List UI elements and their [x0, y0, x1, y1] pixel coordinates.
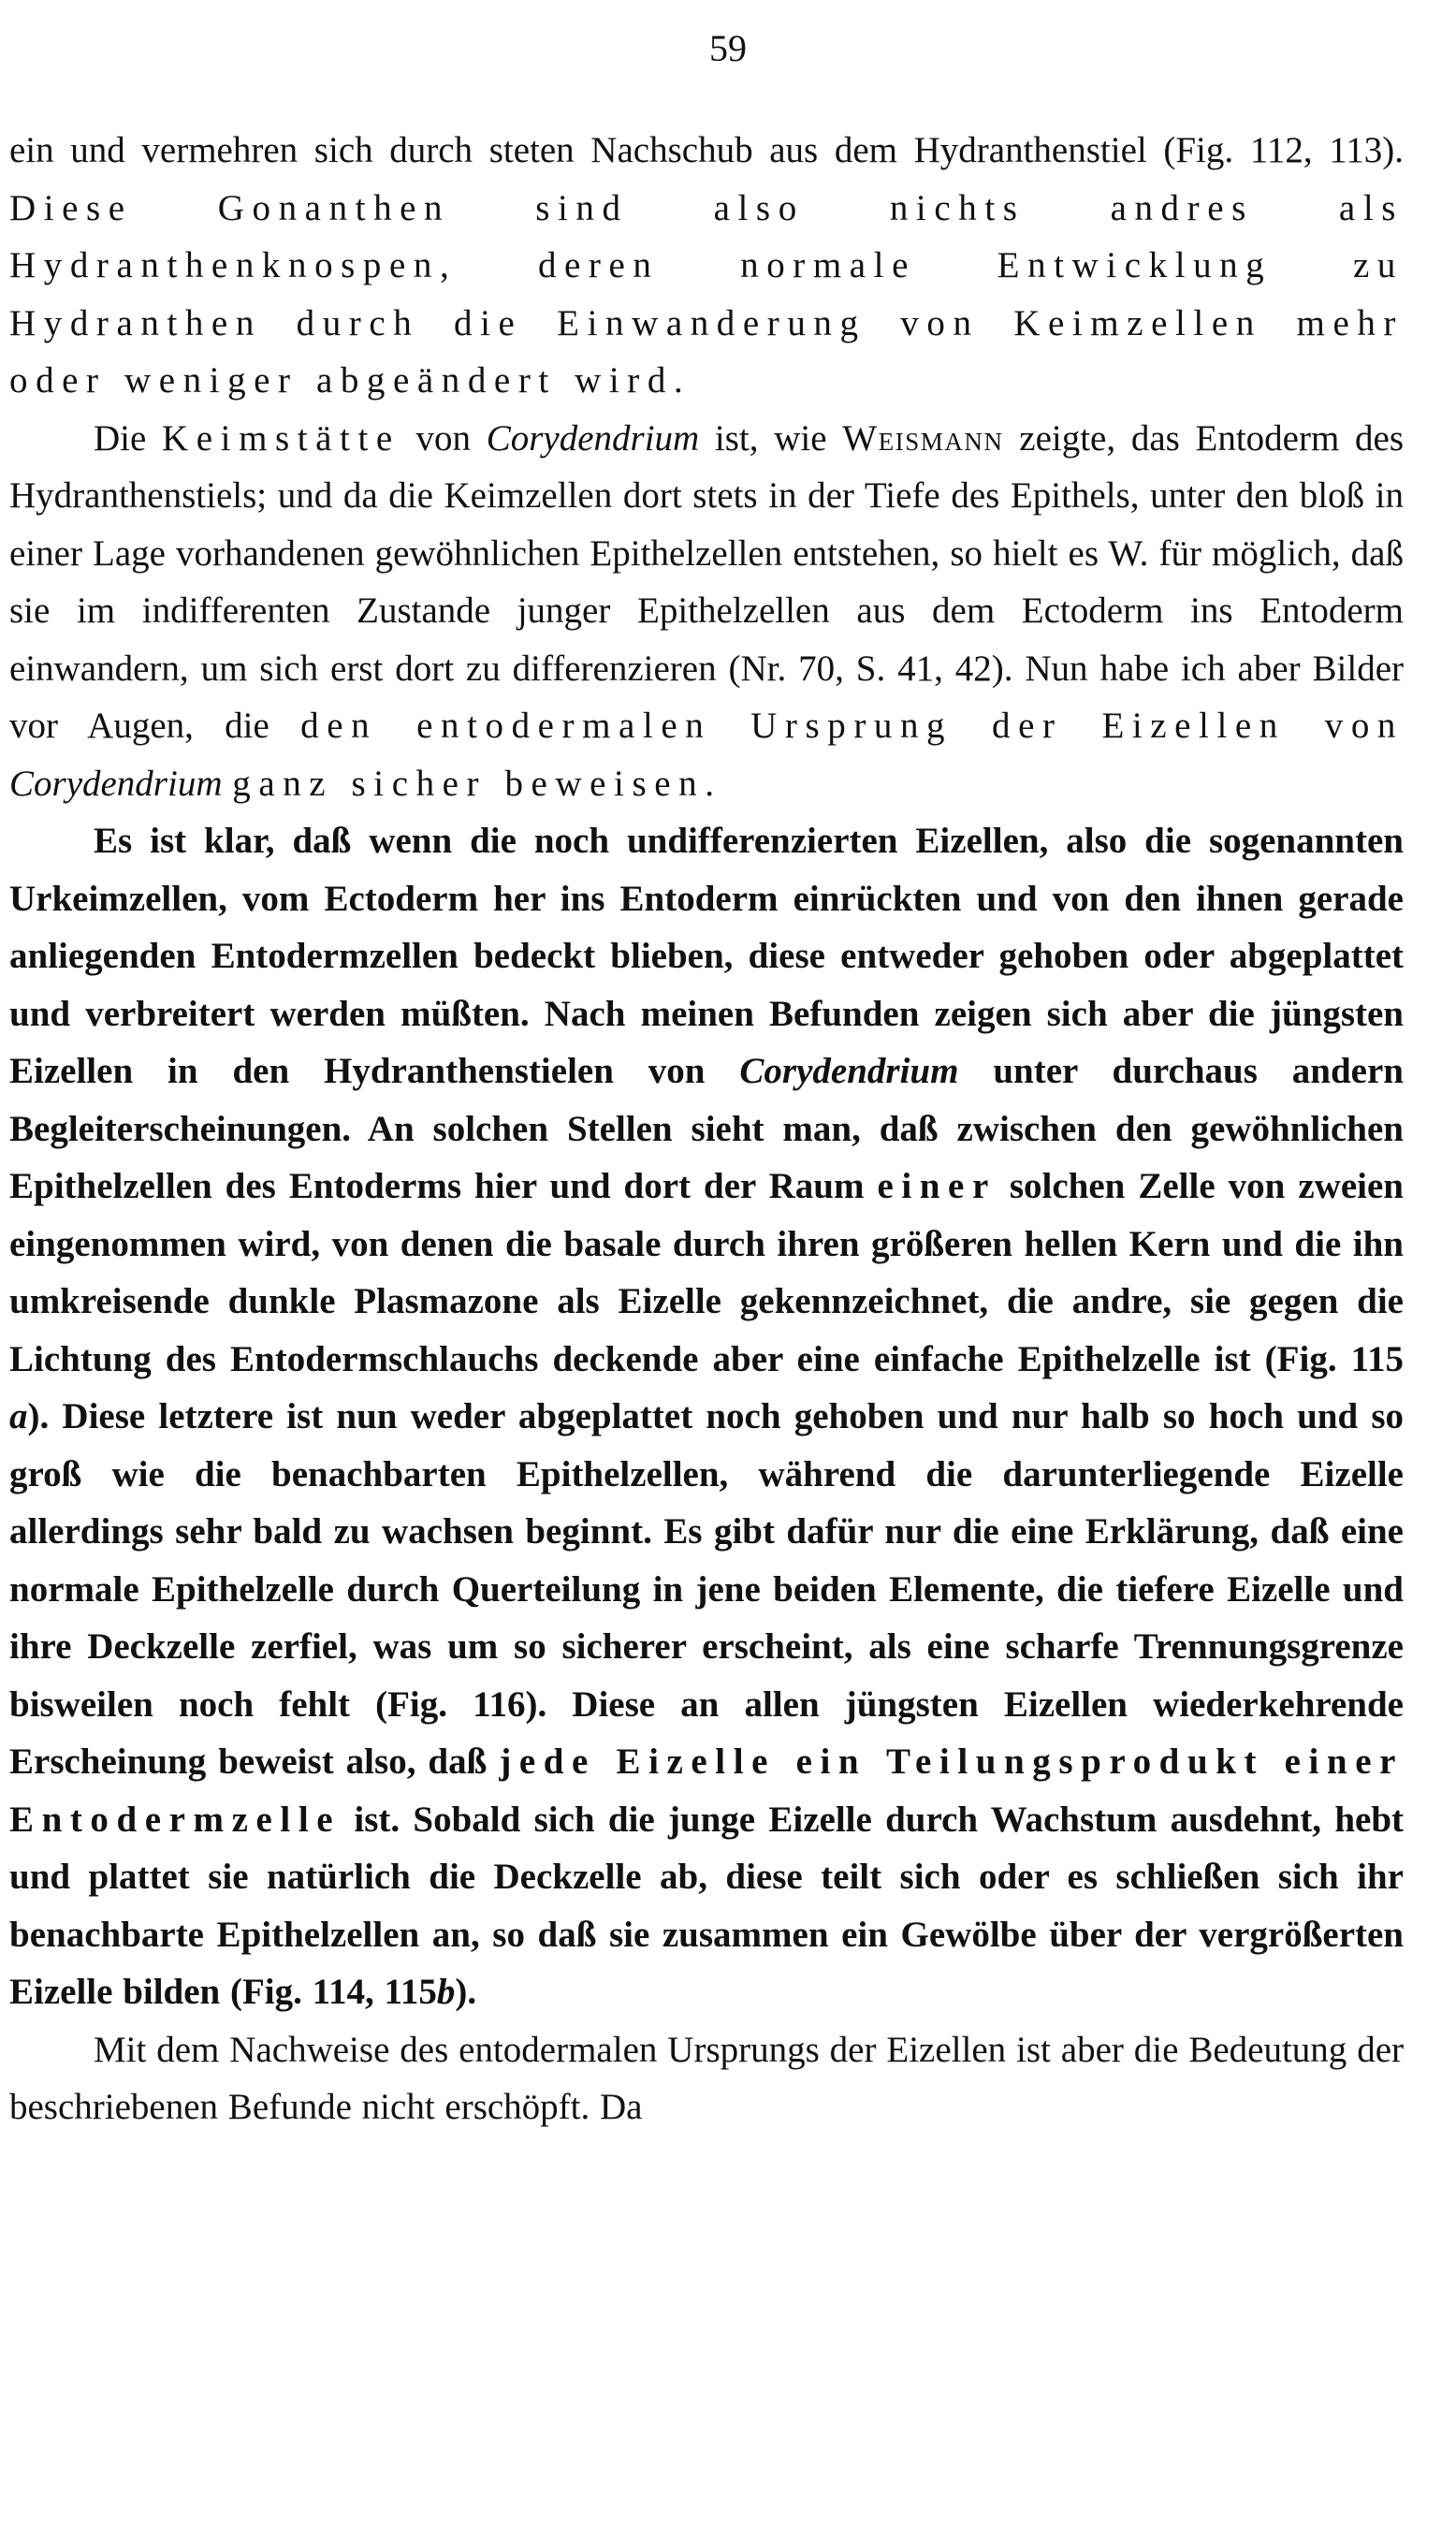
emphasis-teilungsprodukt: jede Eizelle ein Teilungsprodukt einer Entodermzelle — [9, 1742, 1404, 1840]
text-run: zeigte, das Entoderm des Hydranthenstiels; und da die Keimzellen dort stets in der Tiefe des Epithels, unter den bloß in einer Lage vorhandenen gewöhnlichen Epithelzellen entstehen, so hielt es W. für möglich, daß sie im indifferenten Zustande junger Epithelzellen aus dem Ectoderm ins Entoderm einwandern, um sich erst dort zu differenzieren (Nr. 70, S. 41, 42). Nun habe ich aber Bilder vor Augen, die — [9, 417, 1405, 746]
text-run: ist, wie — [699, 417, 843, 459]
emphasis-beweisen: ganz sicher beweisen. — [232, 763, 722, 804]
emphasis-gonanthen: Diese Gonanthen sind also nichts andres als Hydranthenknospen, deren normale Entwicklung zu Hydranthen durch die Einwanderung von Keimzellen mehr oder weniger abgeändert wird. — [9, 187, 1404, 401]
paragraph-4-text: Mit dem Nachweise des entodermalen Ursprungs der Eizellen ist aber die Bedeutung der beschriebenen Befunde nicht erschöpft. Da — [9, 2029, 1404, 2127]
paragraph-2 — [9, 410, 1404, 813]
emphasis-einer: einer — [877, 1166, 997, 1206]
emphasis-keimstaette: Keimstätte — [162, 417, 400, 459]
genus-name: Corydendrium — [739, 1051, 959, 1091]
figure-letter: a — [9, 1396, 28, 1436]
text-run: ). — [455, 1972, 477, 2012]
paragraph-4 — [9, 2021, 1404, 2136]
text-run: Es ist klar, daß wenn die noch undifferenzierten Eizellen, also die sogenannten Urkeimzellen, vom Ectoderm her ins Entoderm einrückten und von den ihnen gerade anliegenden Entodermzellen bedeckt blieben, diese entweder gehoben oder abgeplattet und verbreitert werden müßten. Nach meinen Befunden zeigen sich aber die jüngsten Eizellen in den Hydranthenstielen von — [9, 821, 1404, 1091]
page-body — [9, 122, 1404, 2136]
text-run — [223, 764, 233, 804]
genus-name: Corydendrium — [9, 763, 223, 804]
text-run: Die — [94, 417, 163, 459]
text-run: von — [400, 417, 487, 459]
text-run: solchen Zelle von zweien eingenommen wird, von denen die basale durch ihren größeren hellen Kern und die ihn umkreisende dunkle Plasmazone als Eizelle gekennzeichnet, die andre, sie gegen die Lichtung des Entodermschlauchs deckende aber eine einfache Epithelzelle ist (Fig. 115 — [9, 1166, 1404, 1379]
paragraph-3 — [9, 812, 1404, 2021]
text-run: unter durchaus andern Begleiterscheinungen. An solchen Stellen sieht man, daß zwischen den gewöhnlichen Epithelzellen des Entoderms hier und dort der Raum — [9, 1051, 1404, 1206]
paragraph-1-text: ein und vermehren sich durch steten Nachschub aus dem Hydranthenstiel (Fig. 112, 113). — [9, 130, 1404, 170]
author-name: Weismann — [842, 417, 1004, 459]
text-run: ist. Sobald sich die junge Eizelle durch Wachstum ausdehnt, hebt und plattet sie natürlich die Deckzelle ab, diese teilt sich oder es schließen sich ihr benachbarte Epithelzellen an, so daß sie zusammen ein Gewölbe über der vergrößerten Eizelle bilden (Fig. 114, 115 — [9, 1799, 1404, 2012]
page-number: 59 — [709, 27, 747, 69]
figure-letter: b — [436, 1972, 456, 2012]
text-run: ). Diese letztere ist nun weder abgeplattet noch gehoben und nur halb so hoch und so groß wie die benachbarten Epithelzellen, während die darunterliegende Eizelle allerdings sehr bald zu wachsen beginnt. Es gibt dafür nur die eine Erklärung, daß eine normale Epithelzelle durch Querteilung in jene beiden Elemente, die tiefere Eizelle und ihre Deckzelle zerfiel, was um so sicherer erscheint, als eine scharfe Trennungsgrenze bisweilen noch fehlt (Fig. 116). Diese an allen jüngsten Eizellen wiederkehrende Erscheinung beweist also, daß — [9, 1396, 1404, 1782]
paragraph-1 — [9, 122, 1404, 410]
genus-name: Corydendrium — [486, 417, 700, 459]
emphasis-ursprung: den entodermalen Ursprung der Eizellen von — [300, 706, 1404, 746]
